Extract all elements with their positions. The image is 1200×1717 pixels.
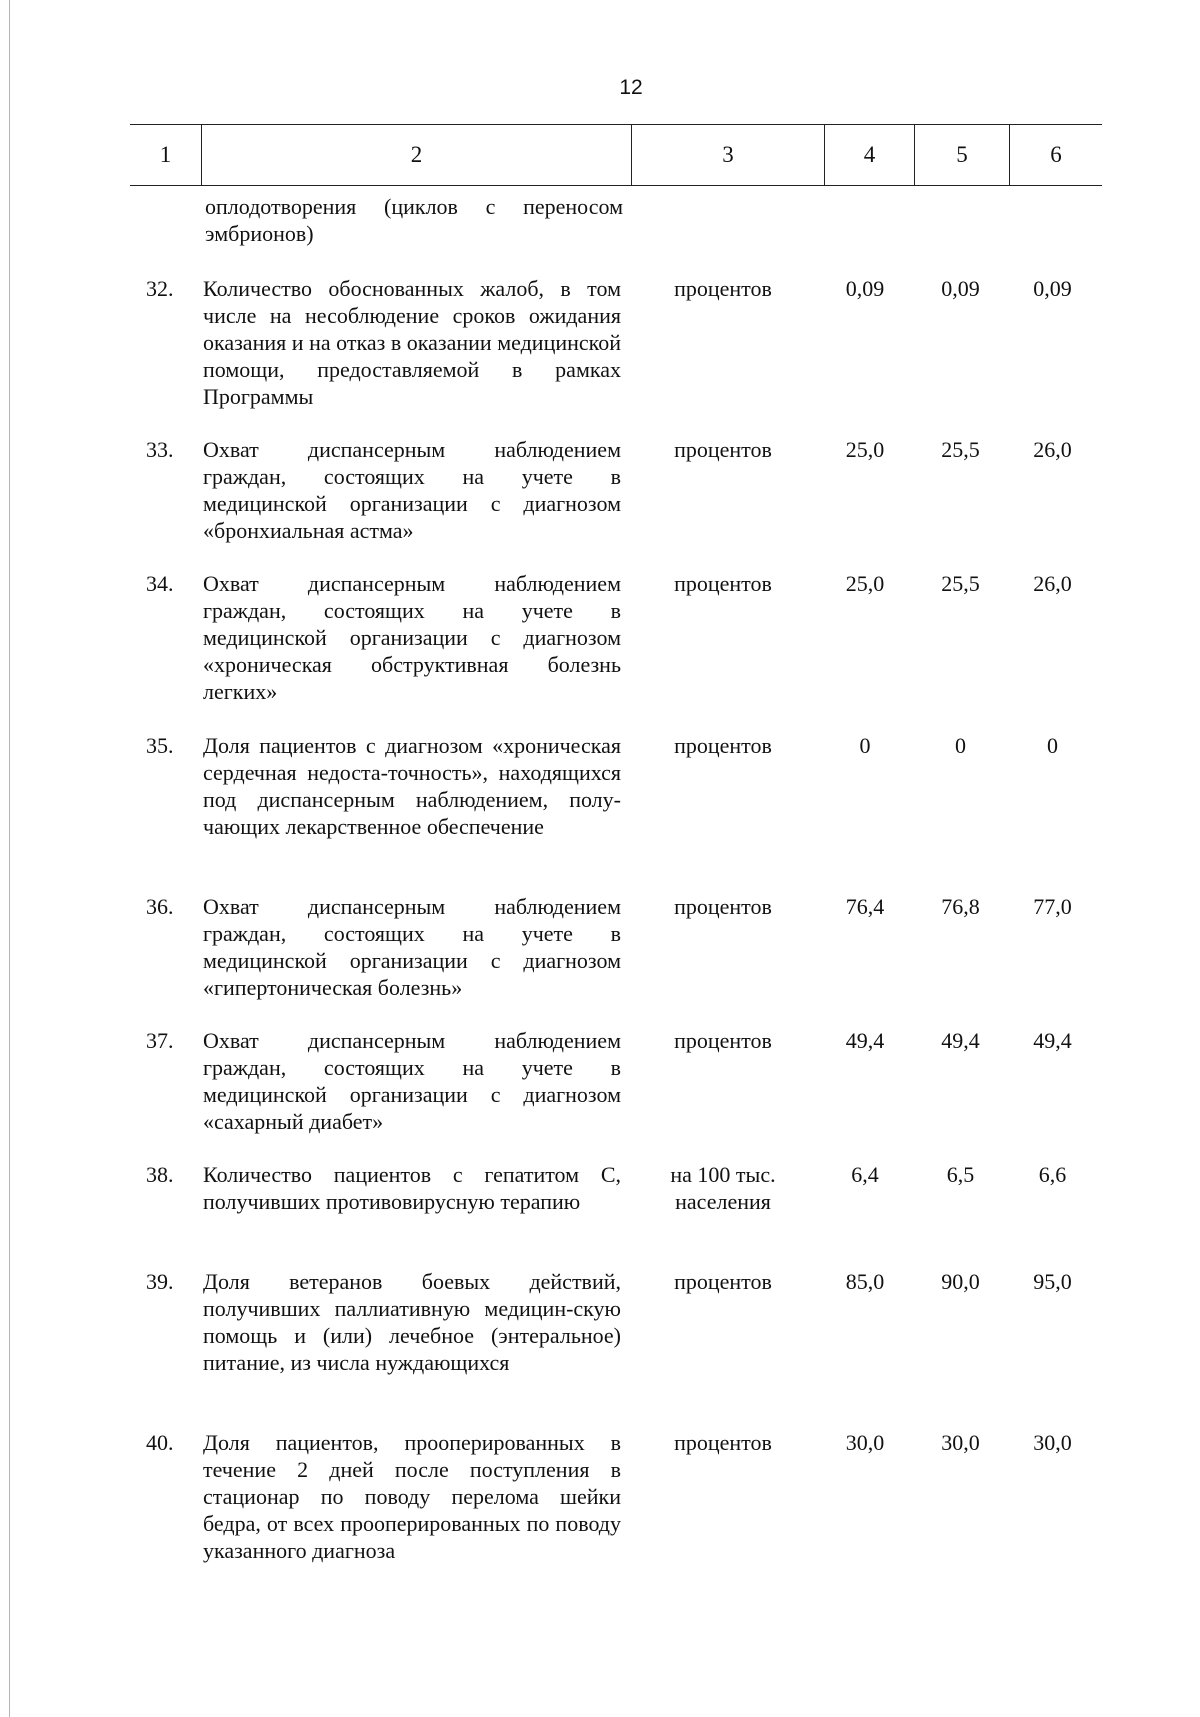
row-unit: на 100 тыс. населения [670, 1162, 776, 1214]
row-value-col6: 77,0 [1033, 894, 1072, 919]
row-description: Количество пациентов с гепатитом С, получивших противовирусную терапию [203, 1162, 621, 1214]
row-value-col5: 49,4 [941, 1028, 980, 1053]
row-description: Охват диспансерным наблюдением граждан, состоящих на учете в медицинской организации с диагнозом «сахарный диабет» [203, 1028, 621, 1134]
row-number: 39. [146, 1269, 174, 1294]
row-value-col6: 95,0 [1033, 1269, 1072, 1294]
row-value-col4: 25,0 [845, 571, 885, 596]
row-description: Охват диспансерным наблюдением граждан, состоящих на учете в медицинской организации с диагнозом «хроническая обструктивная болезнь легких» [203, 571, 621, 704]
row-value-col6: 26,0 [1033, 571, 1072, 596]
row-value-col4: 0 [859, 733, 871, 758]
row-value-col5: 6,5 [946, 1162, 975, 1187]
row-number: 37. [146, 1028, 174, 1053]
header-cell-5: 5 [914, 125, 1009, 185]
row-unit: процентов [674, 894, 772, 919]
row-number: 36. [146, 894, 174, 919]
row-description: Доля пациентов, прооперированных в течение 2 дней после поступления в стационар по поводу перелома шейки бедра, от всех прооперированных по поводу указанного диагноза [203, 1430, 621, 1563]
row-description: Количество обоснованных жалоб, в том числе на несоблюдение сроков ожидания оказания и на отказ в оказании медицинской помощи, предоставляемой в рамках Программы [203, 276, 621, 409]
continuation-text: оплодотворения (циклов с переносом эмбрионов) [205, 194, 623, 246]
row-value-col6: 26,0 [1033, 437, 1072, 462]
row-description: Доля ветеранов боевых действий, получивших паллиативную медицин-скую помощь и (или) лечебное (энтеральное) питание, из числа нуждающихся [203, 1269, 621, 1375]
row-number: 38. [146, 1162, 174, 1187]
row-value-col4: 76,4 [845, 894, 885, 919]
row-value-col4: 85,0 [845, 1269, 885, 1294]
header-cell-4: 4 [824, 125, 914, 185]
row-value-col6: 6,6 [1038, 1162, 1067, 1187]
table-header [130, 124, 1102, 186]
row-value-col6: 0,09 [1033, 276, 1072, 301]
row-value-col5: 0 [955, 733, 966, 758]
row-number: 33. [146, 437, 174, 462]
header-cell-3: 3 [631, 125, 824, 185]
row-value-col5: 25,5 [941, 571, 980, 596]
row-number: 35. [146, 733, 174, 758]
row-number: 34. [146, 571, 174, 596]
row-description: Охват диспансерным наблюдением граждан, состоящих на учете в медицинской организации с диагнозом «бронхиальная астма» [203, 437, 621, 543]
header-cell-1: 1 [159, 142, 172, 167]
row-value-col4: 49,4 [845, 1028, 885, 1053]
row-number: 40. [146, 1430, 174, 1455]
row-value-col5: 30,0 [941, 1430, 980, 1455]
page-number: 12 [619, 76, 643, 99]
row-value-col4: 0,09 [845, 276, 885, 301]
row-value-col5: 25,5 [941, 437, 980, 462]
row-value-col5: 90,0 [941, 1269, 980, 1294]
row-value-col4: 6,4 [851, 1162, 879, 1187]
row-value-col4: 30,0 [845, 1430, 885, 1455]
row-description: Охват диспансерным наблюдением граждан, состоящих на учете в медицинской организации с диагнозом «гипертоническая болезнь» [203, 894, 621, 1000]
row-unit: процентов [674, 437, 772, 462]
row-value-col6: 0 [1047, 733, 1058, 758]
page-edge-line [9, 0, 10, 1717]
row-value-col4: 25,0 [845, 437, 885, 462]
header-cell-6: 6 [1009, 125, 1102, 185]
row-unit: процентов [674, 276, 772, 301]
row-value-col6: 30,0 [1033, 1430, 1072, 1455]
header-cell-2: 2 [201, 125, 631, 185]
row-number: 32. [146, 276, 174, 301]
row-value-col6: 49,4 [1033, 1028, 1072, 1053]
row-unit: процентов [674, 1269, 772, 1294]
row-unit: процентов [674, 1430, 772, 1455]
row-value-col5: 0,09 [941, 276, 980, 301]
row-value-col5: 76,8 [941, 894, 980, 919]
row-description: Доля пациентов с диагнозом «хроническая сердечная недоста-точность», находящихся под диспансерным наблюдением, полу-чающих лекарственное обеспечение [203, 733, 621, 839]
row-unit: процентов [674, 1028, 772, 1053]
row-unit: процентов [674, 733, 772, 758]
row-unit: процентов [674, 571, 772, 596]
